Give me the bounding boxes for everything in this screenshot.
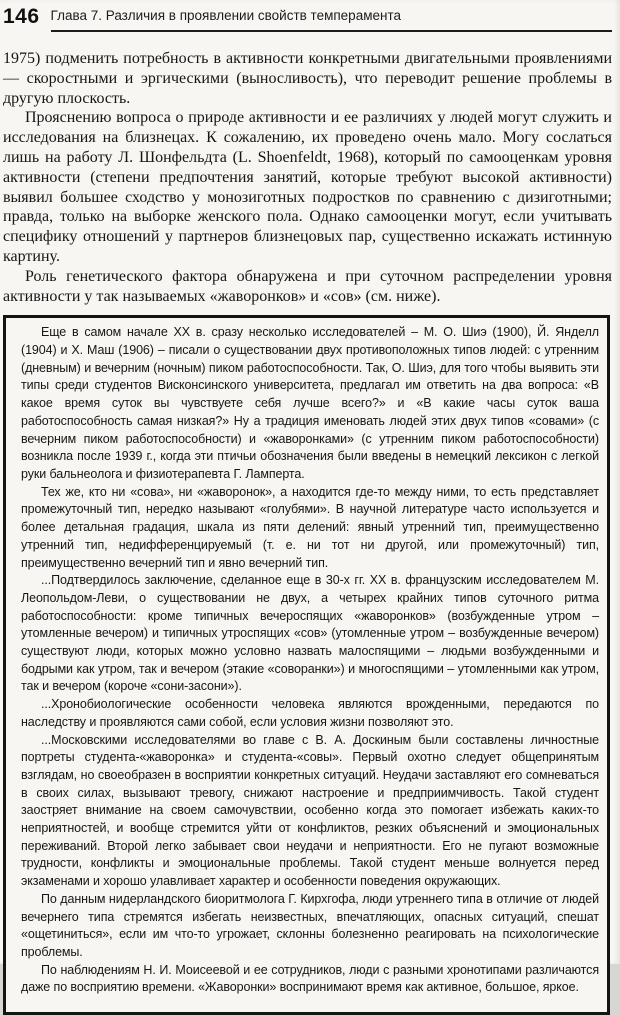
box-paragraph: ...Хронобиологические особенности человека являются врожденными, передаются по наследству и проявляются сами собой, если условия жизни позволяют это. xyxy=(21,697,599,729)
box-paragraph: Еще в самом начале XX в. сразу несколько исследователей – М. О. Шиэ (1900), Й. Янделл (1904) и Х. Маш (1906) – писали о существовании двух противоположных типов людей: с утренним (дневным) и вечерним (ночным) пиком работоспособности. Так, О. Шиэ, для того чтобы выявить эти типы среди студентов Висконсинского университета, предлагал им ответить на два вопроса: «В какое время суток вы чувствуете себя лучше всего?» и «В какие часы суток ваша работоспособность самая низкая?» Ну а традиция именовать людей этих двух типов «совами» (с вечерним пиком работоспособности) и «жаворонками» (с утренним пиком работоспособности) возникла после 1939 г., когда эти птичьи обозначения были введены в немецкий лексикон с легкой руки бальнеолога и физиотерапевта Г. Ламперта. xyxy=(21,325,599,481)
chapter-title: Глава 7. Различия в проявлении свойств темперамента xyxy=(50,8,401,23)
box-paragraph: По данным нидерландского биоритмолога Г. Кирхгофа, люди утреннего типа в отличие от людей вечернего типа стремятся избегать неизвестных, впечатляющих, опасных ситуаций, спешат «ощетиниться», если им что-то угрожает, склонны болезненно реагировать на психологические проблемы. xyxy=(21,891,599,959)
body-paragraph: 1975) подменить потребность в активности конкретными двигательными проявлениями — скоростными и эргическими (выносливость), что переводит решение проблемы в другую плоскость. xyxy=(3,50,612,107)
body-paragraph: Прояснению вопроса о природе активности и ее различиях у людей могут служить и исследования на близнецах. К сожалению, их проведено очень мало. Могу сослаться лишь на работу Л. Шонфельдта (L. Shoenfeldt, 1968), который по самооценкам уровня активности (степени предпочтения занятий, которые требуют высокой активности) выявил большее сходство у монозиготных подростков по сравнению с дизиготными; правда, только на выборке женского пола. Однако самооценки могут, если учитывать специфику отношений у партнеров близнецовых пар, существенно искажать истинную картину. xyxy=(3,109,612,265)
running-head xyxy=(3,6,612,32)
page-number: 146 xyxy=(3,5,40,28)
main-text xyxy=(3,49,612,306)
inset-reading-box xyxy=(3,315,610,1015)
box-paragraph: ...Московскими исследователями во главе с В. А. Доскиным были составлены личностные портреты студента-«жаворонка» и студента-«совы». Первый охотно следует общепринятым взглядам, но своеобразен в восприятии конкретных ситуаций. Неудачи заставляют его сомневаться в своих силах, вызывают тревогу, снижают настроение и предприимчивость. Такой студент заостряет внимание на своем самочувствии, особенно когда это помогает избежать каких-то неприятностей, и вообще стремится уйти от конфликтов, резких объяснений и эмоциональных переживаний. Второй легко забывает свои неудачи и неприятности. Его не пугают возможные трудности, конфликты и эмоциональные проблемы. Такой студент меньше волнуется перед экзаменами и хорошо улавливает характер и особенности поведения окружающих. xyxy=(21,732,599,889)
box-paragraph: Тех же, кто ни «сова», ни «жаворонок», а находится где-то между ними, то есть представляет промежуточный тип, нередко называют «голубями». В научной литературе часто используется и более детальная градация, шкала из пяти делений: явный утренний тип, преимущественно утренний тип, недифференцируемый (т. е. ни тот ни другой, или промежуточный) тип, преимущественно вечерний тип и явно вечерний тип. xyxy=(21,484,599,570)
box-paragraph: ...Подтвердилось заключение, сделанное еще в 30-х гг. XX в. французским исследователем М. Леопольдом-Леви, о существовании не двух, а четырех крайних типов суточного ритма работоспособности: кроме типичных вечероспящих «жаворонков» (возбужденные утром – утомленные вечером) и типичных утроспящих «сов» (утомленные утром – возбужденные вечером) существуют люди, которых можно условно назвать малоспящими – людьми возбужденными и бодрыми как утром, так и вечером (этакие «соворанки») и многоспящими – утомленными как утром, так и вечером (короче «сони-засони»). xyxy=(21,573,599,694)
box-paragraph: По наблюдениям Н. И. Моисеевой и ее сотрудников, люди с разными хронотипами различаются даже по восприятию времени. «Жаворонки» воспринимают время как активное, большое, яркое. xyxy=(21,962,599,995)
header-rule xyxy=(51,7,612,32)
body-paragraph: Роль генетического фактора обнаружена и при суточном распределении уровня активности у так называемых «жаворонков» и «сов» (см. ниже). xyxy=(3,267,612,305)
